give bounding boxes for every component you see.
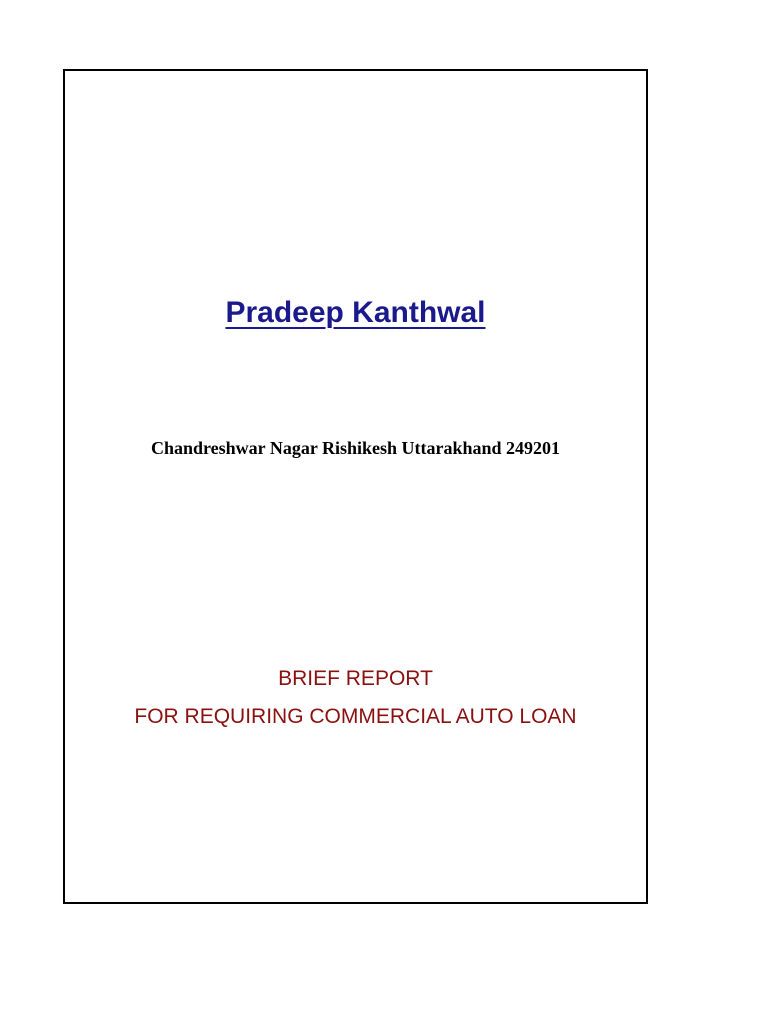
report-title: BRIEF REPORT [278, 667, 433, 690]
applicant-name [65, 296, 646, 330]
applicant-name-text: Pradeep Kanthwal [225, 296, 486, 329]
cover-frame [63, 69, 648, 904]
report-subtitle: FOR REQUIRING COMMERCIAL AUTO LOAN [134, 705, 577, 728]
applicant-address: Chandreshwar Nagar Rishikesh Uttarakhand 249201 [150, 438, 561, 458]
